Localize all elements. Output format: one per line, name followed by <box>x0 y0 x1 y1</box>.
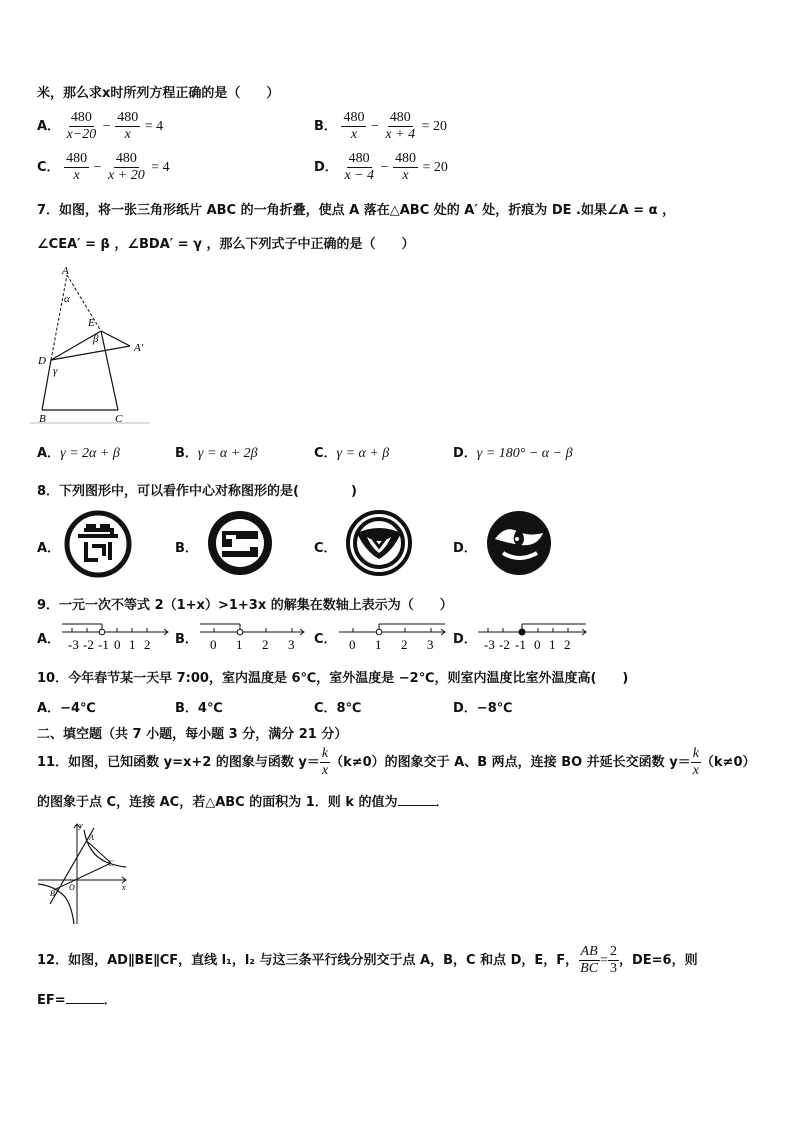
line-y-x-plus-2 <box>50 828 94 904</box>
label-c: C <box>115 413 123 425</box>
tick-label: 2 <box>564 637 571 652</box>
q9-option-a-label: A． <box>37 632 61 647</box>
q9-option-c-label: C． <box>314 632 337 647</box>
q6-option-a: A． $\frac{480}{x-20}$ − $\frac{480}{x}$ = 4 <box>37 110 164 142</box>
q6-stem: 米，那么求x时所列方程正确的是（ ） <box>37 86 280 101</box>
tick-label: 0 <box>210 637 217 652</box>
tick-label: 2 <box>401 637 408 652</box>
q7-option-d: D．γ = 180° − α − β <box>453 446 573 461</box>
tick-label: 0 <box>534 637 541 652</box>
q10-option-c: C．8℃ <box>314 701 362 716</box>
line-boc <box>54 863 111 890</box>
label-c: C <box>108 859 114 868</box>
fraction: $\frac{2}{3}$ <box>609 944 617 976</box>
label-gamma: γ <box>53 365 58 377</box>
tick-label: -3 <box>484 637 495 652</box>
tick-label: 1 <box>375 637 382 652</box>
side-ea1 <box>101 331 130 346</box>
label-x: x <box>122 883 126 892</box>
q8-logo-a-icon <box>64 510 132 578</box>
q12-stem-line2: EF= ． <box>37 993 117 1008</box>
tick-label: 1 <box>236 637 243 652</box>
q11-stem-line2: 的图象于点 C，连接 AC，若△ABC 的面积为 1．则 k 的值为 ． <box>37 795 449 810</box>
fraction: $\frac{k}{x}$ <box>321 746 329 778</box>
fraction: $\frac{AB}{BC}$ <box>580 944 599 976</box>
q8-option-b-label: B． <box>175 541 198 556</box>
fold-ad <box>51 275 67 360</box>
answer-blank[interactable] <box>398 793 436 806</box>
q9-option-b-label: B． <box>175 632 198 647</box>
q8-option-a-label: A． <box>37 541 61 556</box>
label-b: B <box>39 413 46 425</box>
tick-label: 1 <box>549 637 556 652</box>
fraction: $\frac{480}{x-20}$ <box>66 110 97 142</box>
tick-label: 0 <box>114 637 121 652</box>
q7-option-c: C．γ = α + β <box>314 446 390 461</box>
q8-logo-c-icon <box>345 509 413 577</box>
q7-option-b: B．γ = α + 2β <box>175 446 258 461</box>
q6-option-c: C． $\frac{480}{x}$ − $\frac{480}{x + 20}$ = 4 <box>37 151 170 183</box>
q6-option-b: B． $\frac{480}{x}$ − $\frac{480}{x + 4}$ = 20 <box>314 110 448 142</box>
tick-label: 3 <box>288 637 295 652</box>
q6-option-d: D． $\frac{480}{x - 4}$ − $\frac{480}{x}$ = 20 <box>314 151 448 183</box>
q8-option-d-label: D． <box>453 541 477 556</box>
q8-logo-b-icon <box>206 509 274 577</box>
q7-stem-line2: ∠CEA′ = β ，∠BDA′ = γ ，那么下列式子中正确的是（ ） <box>37 237 415 252</box>
q12-stem-line1: 12．如图，AD∥BE∥CF，直线 l₁，l₂ 与这三条平行线分别交于点 A，B，C 和点 D，E，F， $\frac{AB}{BC}$ = $\frac{2}{3}$ ，DE=6，则 <box>37 944 698 976</box>
fraction: $\frac{480}{x - 4}$ <box>344 151 374 183</box>
label-d: D <box>38 355 46 367</box>
q11-figure <box>36 820 131 928</box>
q8-stem: 8．下列图形中，可以看作中心对称图形的是( ) <box>37 484 357 499</box>
label-beta: β <box>93 333 99 345</box>
answer-blank[interactable] <box>66 991 104 1004</box>
q7-figure <box>30 262 160 430</box>
label-e: E <box>88 317 95 329</box>
label-alpha: α <box>64 293 70 305</box>
fraction: $\frac{480}{x}$ <box>117 110 139 142</box>
q10-stem: 10．今年春节某一天早 7:00，室内温度是 6℃，室外温度是 −2℃，则室内温度比室外温度高( ) <box>37 671 629 686</box>
section-title: 二、填空题（共 7 小题，每小题 3 分，满分 21 分） <box>37 727 348 742</box>
side-ec <box>101 331 118 410</box>
tick-label: -1 <box>515 637 526 652</box>
fraction: $\frac{480}{x + 4}$ <box>385 110 416 142</box>
label-a-prime: A′ <box>134 342 144 354</box>
label-y: y <box>79 821 83 830</box>
q7-option-a: A．γ = 2α + β <box>37 446 120 461</box>
label-a: A <box>62 265 69 277</box>
q10-option-b: B．4℃ <box>175 701 223 716</box>
side-bd <box>42 360 51 410</box>
tick-label: 1 <box>129 637 136 652</box>
label-o: O <box>69 883 75 892</box>
tick-label: 2 <box>262 637 269 652</box>
fold-ae <box>67 275 101 331</box>
tick-label: -1 <box>98 637 109 652</box>
q9-number-line-a <box>60 620 170 652</box>
label-b: B <box>50 889 55 898</box>
option-label: A． <box>37 119 61 134</box>
option-label: B． <box>314 119 337 134</box>
q8-option-c-label: C． <box>314 541 337 556</box>
option-label: D． <box>314 160 338 175</box>
q11-stem-line1: 11．如图，已知函数 y=x+2 的图象与函数 y＝ $\frac{k}{x}$ （k≠0）的图象交于 A、B 两点，连接 BO 并延长交函数 y＝ $\frac{k}{x}$ （k≠0） <box>37 746 756 778</box>
option-label: C． <box>37 160 60 175</box>
fraction: $\frac{480}{x}$ <box>343 110 365 142</box>
q9-number-line-b <box>198 620 306 652</box>
q9-stem: 9．一元一次不等式 2（1+x）>1+3x 的解集在数轴上表示为（ ） <box>37 598 453 613</box>
q8-logo-d-icon <box>485 509 553 577</box>
q9-option-d-label: D． <box>453 632 477 647</box>
fraction: $\frac{480}{x + 20}$ <box>108 151 145 183</box>
tick-label: 3 <box>427 637 434 652</box>
tick-label: -3 <box>68 637 79 652</box>
q9-number-line-c <box>337 620 447 652</box>
tick-label: 0 <box>349 637 356 652</box>
q7-stem-line1: 7．如图，将一张三角形纸片 ABC 的一角折叠，使点 A 落在△ABC 处的 A′ 处，折痕为 DE .如果∠A = α ， <box>37 203 676 218</box>
q10-option-a: A．−4℃ <box>37 701 96 716</box>
fraction: $\frac{480}{x}$ <box>394 151 416 183</box>
q9-number-line-d <box>476 620 588 652</box>
fraction: $\frac{480}{x}$ <box>66 151 88 183</box>
q10-option-d: D．−8℃ <box>453 701 513 716</box>
fraction: $\frac{k}{x}$ <box>692 746 699 778</box>
label-a: A <box>89 833 94 842</box>
tick-label: -2 <box>83 637 94 652</box>
tick-label: 2 <box>144 637 151 652</box>
tick-label: -2 <box>499 637 510 652</box>
